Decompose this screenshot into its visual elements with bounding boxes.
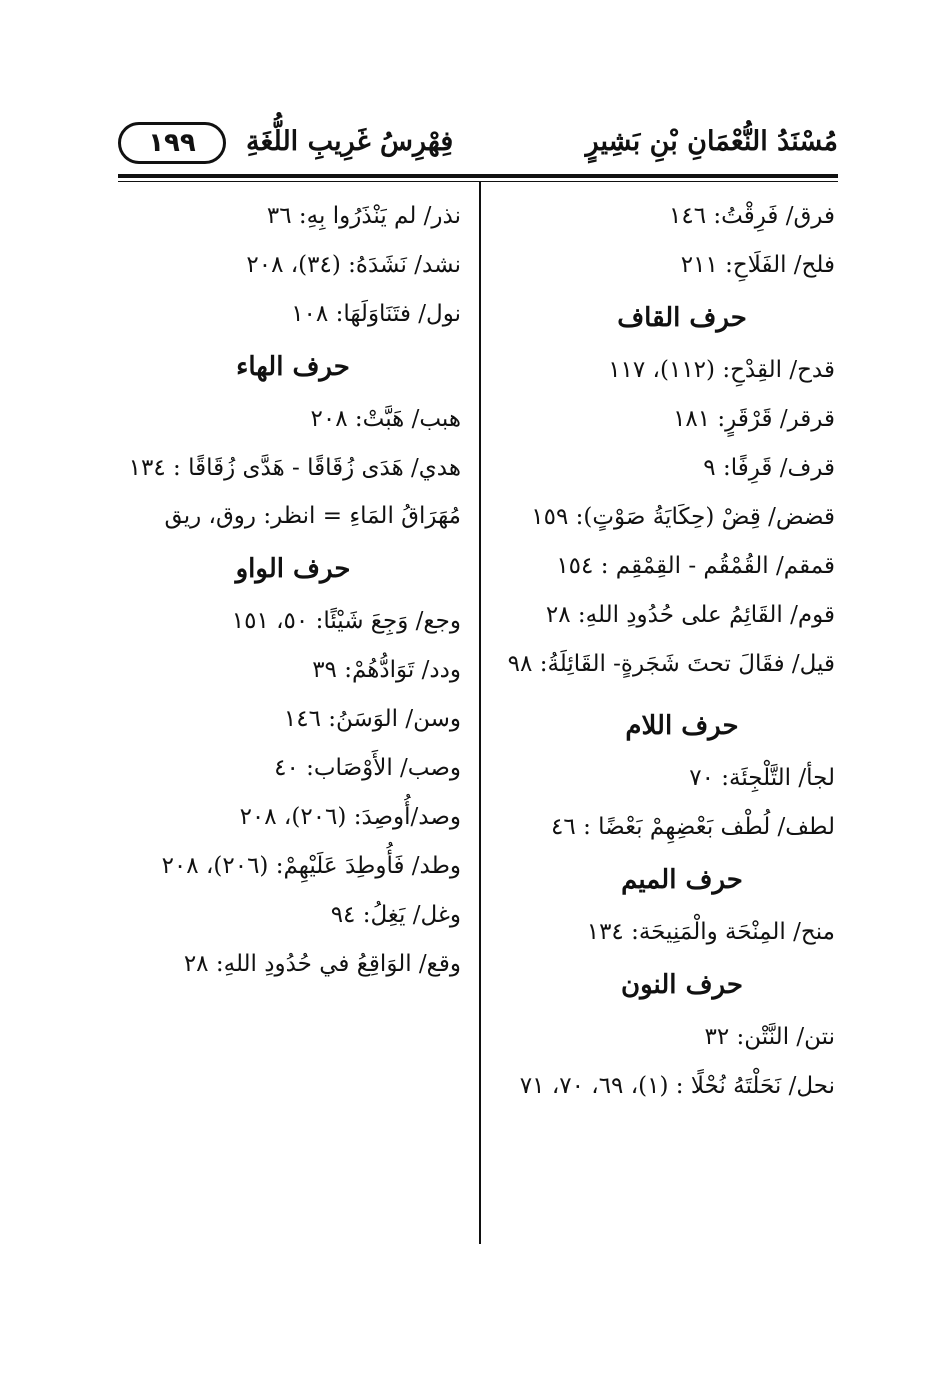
index-entry: وطد/ فَأُوطِدَ عَلَيْهِمْ: (٢٠٦)، ٢٠٨ <box>161 853 461 879</box>
index-entry: قدح/ القِدْحِ: (١١٢)، ١١٧ <box>608 357 835 383</box>
page-header <box>118 118 838 168</box>
index-entry: نحل/ نَحَلْتَهُ نُحْلًا : (١)، ٦٩، ٧٠، ٧١ <box>519 1073 835 1099</box>
letter-heading: حرف القاف <box>617 303 747 333</box>
index-entry: قرف/ قَرِفًا: ٩ <box>703 455 835 481</box>
index-entry: فرق/ فَرِقْتُ: ١٤٦ <box>669 203 835 229</box>
index-entry: ودد/ تَوَادُّهُمْ: ٣٩ <box>312 657 461 683</box>
index-entry: قمقم/ القُمْقُم - القِمْقِم : ١٥٤ <box>556 553 835 579</box>
index-title: فِهْرِسُ غَرِيبِ اللُّغَةِ <box>246 126 454 157</box>
letter-heading: حرف الواو <box>235 554 351 584</box>
index-entry: هدي/ هَدَى زُقَاقًا - هَدَّى زُقَاقًا : ١٣٤ <box>128 455 461 481</box>
page-number: ١٩٩ <box>118 122 226 164</box>
index-entry: لطف/ لُطْف بَعْضِهِمْ بَعْضًا : ٤٦ <box>551 814 835 840</box>
index-entry: وسن/ الوَسَنُ: ١٤٦ <box>283 706 461 732</box>
index-entry: منح/ المِنْحَة والْمَنِيحَة: ١٣٤ <box>586 919 835 945</box>
index-entry: نتن/ النَّتْن: ٣٢ <box>704 1024 835 1050</box>
right-column <box>489 192 835 1110</box>
index-entry: نول/ فتَنَاوَلَهَا: ١٠٨ <box>291 301 461 327</box>
index-entry: وجع/ وَجِعَ شَيْئًا: ٥٠، ١٥١ <box>231 608 461 634</box>
index-entry: وغل/ يَغِلُ: ٩٤ <box>330 902 461 928</box>
index-entry: هبب/ هَبَّتْ: ٢٠٨ <box>310 406 461 432</box>
index-entry: قضض/ قِضْ (حِكَايَةُ صَوْتٍ): ١٥٩ <box>531 504 835 530</box>
letter-heading: حرف الهاء <box>236 352 350 382</box>
index-entry: نشد/ نَشَدَهُ: (٣٤)، ٢٠٨ <box>246 252 461 278</box>
index-entry: فلح/ الفَلَاحِ: ٢١١ <box>680 252 835 278</box>
header-rule-thin <box>118 181 838 182</box>
index-entry: لجأ/ التَّلْجِئَة: ٧٠ <box>689 765 835 791</box>
letter-heading: حرف اللام <box>625 711 739 741</box>
index-entry: وصد/أُوصِدَ: (٢٠٦)، ٢٠٨ <box>239 804 461 830</box>
index-entry: قوم/ القَائِمُ على حُدُودِ اللهِ: ٢٨ <box>545 602 835 628</box>
index-entry: مُهَرَاقُ المَاءِ = انظر: روق، ريق <box>164 503 461 529</box>
index-entry: قرقر/ قَرْقَرٍ: ١٨١ <box>673 406 835 432</box>
index-entry: وصب/ الأَوْصَاب: ٤٠ <box>274 755 461 781</box>
header-rule-thick <box>118 174 838 178</box>
index-entry: نذر/ لم يَنْذَرُوا بِهِ: ٣٦ <box>266 203 461 229</box>
index-entry: وقع/ الوَاقِعُ في حُدُودِ اللهِ: ٢٨ <box>183 951 461 977</box>
column-divider <box>479 182 481 1244</box>
letter-heading: حرف الميم <box>621 865 743 895</box>
index-entry: قيل/ فقَالَ تحتَ شَجَرةٍ- القَائِلَةُ: ٩٨ <box>507 651 835 677</box>
left-column <box>105 192 461 989</box>
book-title: مُسْنَدُ النُّعْمَانِ بْنِ بَشِيرٍ <box>585 126 838 157</box>
letter-heading: حرف النون <box>621 970 743 1000</box>
